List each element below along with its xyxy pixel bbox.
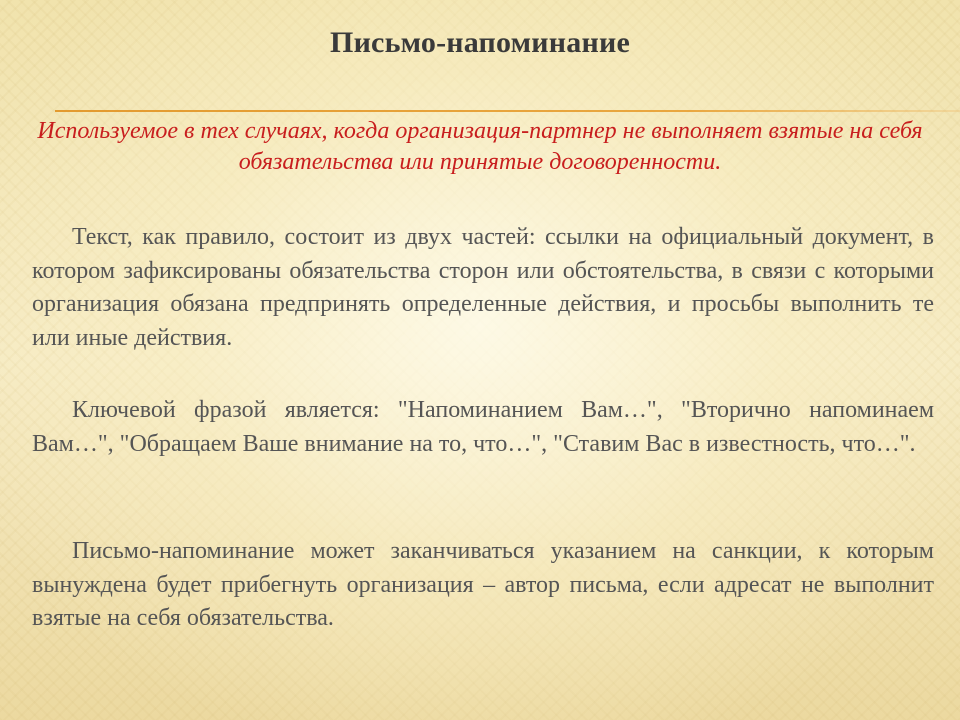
body-paragraph-2: Ключевой фразой является: "Напоминанием Вам…", "Вторично напоминаем Вам…", "Обращаем Ваше внимание на то, что…", "Ставим Вас в известность, что…".	[32, 397, 934, 457]
body-paragraph-1: Текст, как правило, состоит из двух частей: ссылки на официальный документ, в котором зафиксированы обязательства сторон или обстоятельства, в связи с которыми организация обязана предпринять определенные действия, и просьбы выполнить те или иные действия.	[32, 224, 934, 351]
title-divider	[55, 110, 960, 112]
slide-subtitle: Используемое в тех случаях, когда организация-партнер не выполняет взятые на себя обязательства или принятые договоренности.	[37, 118, 923, 175]
body-paragraph-3: Письмо-напоминание может заканчиваться указанием на санкции, к которым вынуждена будет прибегнуть организация – автор письма, если адресат не выполнит взятые на себя обязательства.	[32, 538, 934, 631]
slide-title: Письмо-напоминание	[330, 26, 630, 59]
